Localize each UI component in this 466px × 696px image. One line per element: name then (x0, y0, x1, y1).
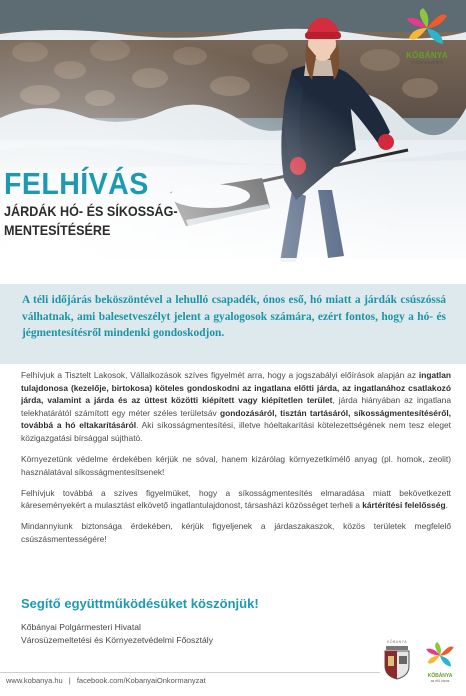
paragraph-environment: Környezetünk védelme érdekében kérjük ne sóval, hanem kizárólag környezetkímélő anyag (pl. homok, zeolit) használatával síkosságmentesítsenek! (21, 454, 451, 477)
p1-bold-1: ingatlan tulajdonosa (kezelője, birtokosa) köteles gondoskodni az ingatlana előtti járda, az ingatlanához csatlakozó járda, valamint a járda és az úttest közötti kiépített vagy kiépítetlen terület (21, 370, 451, 406)
kobanya-logo (398, 6, 456, 66)
signature-line-1: Kőbányai Polgármesteri Hivatal (21, 622, 141, 632)
p3-text-2: . (445, 500, 448, 511)
subtitle-line-2: MENTESÍTÉSÉRE (4, 222, 111, 238)
crest-caption: KŐBÁNYA (386, 640, 408, 644)
footer-divider (0, 672, 380, 673)
page-subtitle (4, 202, 178, 240)
p1-text-1: Felhívjuk a Tisztelt Lakosok, Vállalkozások szíves figyelmét arra, hogy a jogszabályi előírások alapján az (21, 370, 419, 380)
signature (21, 621, 213, 647)
brand-tagline: a környezetért (411, 60, 443, 66)
p1-text-2: , járda hiányában az ingatlana telekhatárától számított egy méter széles területsáv (21, 395, 452, 418)
footer-facebook-link[interactable]: facebook.com/KobanyaiOnkormanyzat (76, 676, 206, 685)
p1-bold-2: gondozásáról, tisztán tartásáról, síkosságmentesítéséről, továbbá a hó eltakarításáról (21, 407, 451, 431)
footer-website-link[interactable]: www.kobanya.hu (6, 676, 63, 685)
intro-box (0, 284, 466, 364)
p1-text-3: . Aki síkosságmentesítési, illetve hóeltakarítási kötelezettségének nem tesz eleget közigazgatási bírsággal sújtható. (21, 420, 451, 443)
paragraph-obligations (21, 369, 451, 445)
leaf-logo-icon-small (425, 640, 455, 670)
crest-icon (383, 644, 411, 680)
kobanya-logo-bottom (422, 640, 458, 683)
footer-separator: | (68, 676, 71, 685)
subtitle-line-1: JÁRDÁK HÓ- ÉS SÍKOSSÁG- (4, 203, 178, 219)
brand-name: KŐBÁNYA (406, 51, 448, 60)
p3-text-1: Felhívjuk továbbá a szíves figyelmüket, hogy a síkosságmentesítés elmaradása miatt bekövetkezett káreseményekért a mulasztást elkövető ingatlantulajdonost, társasházi közösséget terheli a (21, 487, 451, 511)
signature-line-2: Városüzemeltetési és Környezetvédelmi Főosztály (21, 635, 214, 645)
intro-text: A téli időjárás beköszöntével a lehulló csapadék, ónos eső, hó miatt a járdák csúszóssá válhatnak, ami balesetveszélyt jelent a gyalogosok számára, ezért fontos, hogy a hó- és jégmentesítésről mindenki gondoskodjon. (22, 294, 446, 339)
coat-of-arms (383, 640, 411, 685)
page-title: FELHÍVÁS (4, 166, 149, 201)
p3-bold-1: kártérítési felelősség (362, 500, 446, 511)
body-text (21, 369, 451, 554)
paragraph-liability (21, 487, 451, 512)
thanks-heading: Segítő együttműködésüket köszönjük! (21, 596, 259, 611)
bottom-brand-tagline: az élő város (430, 679, 450, 683)
title-block (4, 168, 197, 240)
bottom-brand-name: KŐBÁNYA (427, 673, 453, 679)
leaf-logo-icon (405, 6, 449, 48)
paragraph-safety: Mindannyiunk biztonsága érdekében, kérjük figyeljenek a járdaszakaszok, közös területek megfelelő csúszásmentességére! (21, 521, 451, 545)
footer (6, 676, 210, 685)
